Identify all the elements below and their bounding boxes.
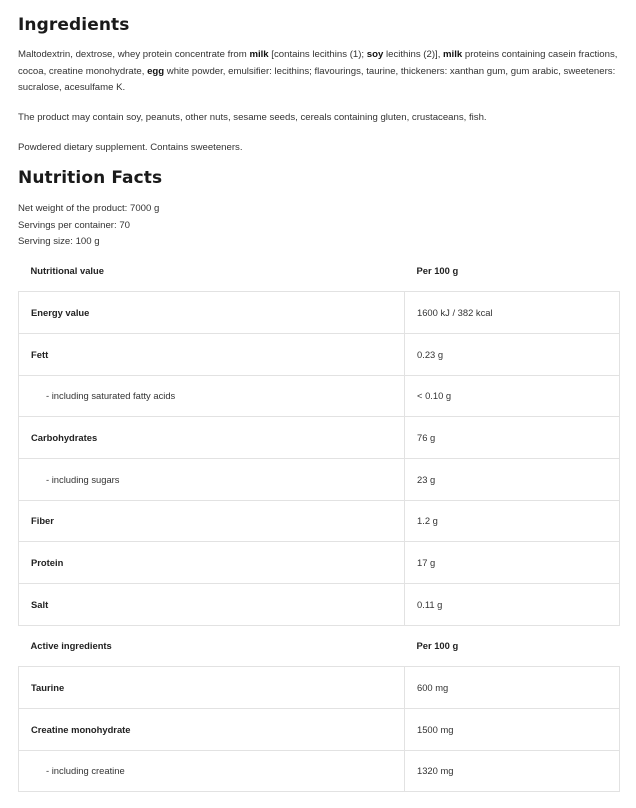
table-row — [19, 584, 620, 626]
row-value: 1600 kJ / 382 kcal — [405, 292, 620, 334]
table-row — [19, 750, 620, 792]
ingredient-text: proteins containing casein fractions, cocoa, creatine monohydrate, — [18, 49, 618, 77]
row-label: Taurine — [19, 667, 405, 709]
table-row — [19, 375, 620, 417]
table-row — [19, 333, 620, 375]
row-label: Salt — [19, 584, 405, 626]
nutrition-table-header — [19, 250, 620, 292]
row-value: 1.2 g — [405, 500, 620, 542]
row-label: Carbohydrates — [19, 417, 405, 459]
row-value: 600 mg — [405, 667, 620, 709]
ingredients-text — [18, 47, 620, 97]
row-value: 1500 mg — [405, 708, 620, 750]
row-label: Fiber — [19, 500, 405, 542]
column-header-value: Per 100 g — [416, 265, 459, 277]
ingredient-text: [contains lecithins (1); — [268, 49, 367, 60]
table-row — [19, 542, 620, 584]
row-value: 0.23 g — [405, 333, 620, 375]
allergen-highlight: egg — [147, 65, 165, 77]
column-header-value: Per 100 g — [416, 640, 459, 652]
allergen-highlight: milk — [249, 49, 269, 60]
row-label: - including saturated fatty acids — [19, 375, 405, 417]
row-value: 23 g — [405, 458, 620, 500]
table-row — [19, 667, 620, 709]
nutrition-table — [18, 250, 620, 626]
active-ingredients-table — [18, 625, 620, 792]
ingredient-text: lecithins (2)], — [383, 49, 444, 60]
column-header-name: Active ingredients — [30, 640, 112, 652]
row-label: Creatine monohydrate — [19, 708, 405, 750]
ingredients-heading: Ingredients — [18, 15, 130, 35]
table-row — [19, 292, 620, 334]
servings-per-container: Servings per container: 70 — [18, 219, 130, 231]
row-label: Protein — [19, 542, 405, 584]
row-value: 0.11 g — [405, 584, 620, 626]
allergen-note: The product may contain soy, peanuts, other nuts, sesame seeds, cereals containing gluten, crustaceans, fish. — [18, 112, 487, 123]
nutrition-heading: Nutrition Facts — [18, 168, 163, 188]
table-row — [19, 708, 620, 750]
allergen-highlight: soy — [366, 49, 384, 60]
row-label: Fett — [19, 333, 405, 375]
table-row — [19, 458, 620, 500]
row-label: - including sugars — [19, 458, 405, 500]
allergen-highlight: milk — [443, 49, 463, 60]
net-weight: Net weight of the product: 7000 g — [18, 203, 160, 214]
ingredient-text: Maltodextrin, dextrose, whey protein concentrate from — [18, 49, 250, 60]
ingredient-text: white powder, emulsifier: lecithins; flavourings, taurine, thickeners: xanthan gum, gum arabic, sweeteners: sucralose, acesulfame K. — [18, 65, 616, 93]
active-table-header — [19, 625, 620, 667]
nutrition-meta — [18, 201, 159, 251]
row-value: 1320 mg — [405, 750, 620, 792]
serving-size: Serving size: 100 g — [18, 236, 100, 247]
supplement-description: Powdered dietary supplement. Contains sweeteners. — [18, 142, 243, 153]
row-label: Energy value — [19, 292, 405, 334]
table-row — [19, 417, 620, 459]
row-label: - including creatine — [19, 750, 405, 792]
row-value: 76 g — [405, 417, 620, 459]
column-header-name: Nutritional value — [30, 265, 104, 277]
table-row — [19, 500, 620, 542]
row-value: < 0.10 g — [405, 375, 620, 417]
row-value: 17 g — [405, 542, 620, 584]
